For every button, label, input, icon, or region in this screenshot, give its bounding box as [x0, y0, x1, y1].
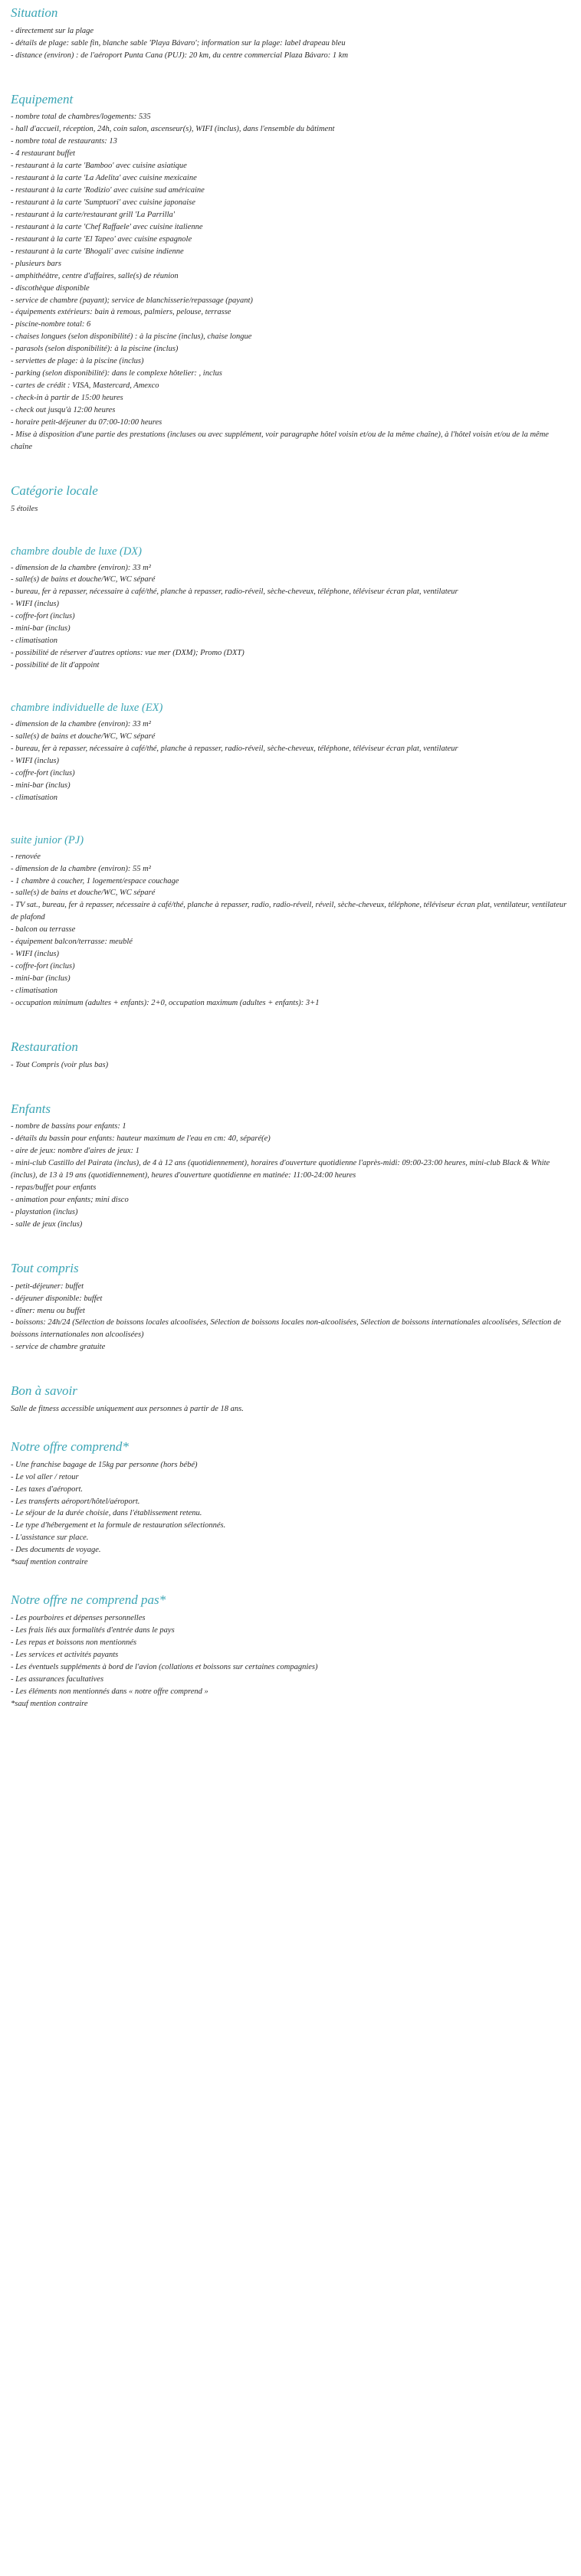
section-title-tout-compris: Tout compris: [11, 1260, 79, 1275]
list-item: - repas/buffet pour enfants: [11, 1183, 97, 1193]
list-item: - Le séjour de la durée choisie, dans l'établissement retenu.: [11, 1509, 202, 1518]
section-title-bon-a-savoir: Bon à savoir: [11, 1383, 77, 1399]
list-item: - animation pour enfants; mini disco: [11, 1196, 129, 1205]
list-item: - Les services et activités payants: [11, 1650, 119, 1659]
list-item: - service de chambre gratuite: [11, 1343, 106, 1352]
list-item: - 1 chambre à coucher, 1 logement/espace couchage: [11, 876, 179, 885]
equipement-list: [11, 111, 570, 453]
list-item: - bureau, fer à repasser, nécessaire à café/thé, planche à repasser, radio-réveil, sèche-cheveux, téléphone, téléviseur écran plat, ventilateur: [11, 744, 458, 753]
section-categorie-locale: [11, 484, 570, 516]
list-item: - mini-bar (inclus): [11, 624, 71, 633]
list-item: - WIFI (inclus): [11, 600, 59, 609]
list-item: - Mise à disposition d'une partie des prestations (incluses ou avec supplément, voir paragraphe hôtel voisin et/ou de la même chaîne), à l'hôtel voisin et/ou de la même chaîne: [11, 430, 549, 451]
list-item: - Des documents de voyage.: [11, 1546, 101, 1555]
section-suite-junior: [11, 835, 570, 1010]
section-title-notre-offre-comprend: Notre offre comprend*: [11, 1439, 129, 1454]
list-item: - Les taxes d'aéroport.: [11, 1484, 84, 1494]
section-tout-compris: [11, 1262, 570, 1353]
tout-compris-list: [11, 1281, 570, 1354]
list-item: - nombre de bassins pour enfants: 1: [11, 1122, 126, 1131]
section-title-situation: Situation: [11, 5, 58, 20]
list-item: - aire de jeux: nombre d'aires de jeux: 1: [11, 1147, 140, 1156]
list-item: - horaire petit-déjeuner du 07:00-10:00 heures: [11, 418, 162, 427]
chambre-double-deluxe-list: [11, 562, 570, 673]
section-equipement: [11, 93, 570, 453]
list-item: - détails de plage: sable fin, blanche sable 'Playa Bávaro'; information sur la plage: label drapeau bleu: [11, 38, 346, 47]
list-item: - dimension de la chambre (environ): 55 m²: [11, 864, 151, 873]
list-item: - restaurant à la carte 'Sumptuori' avec cuisine japonaise: [11, 198, 195, 207]
list-item: - 4 restaurant buffet: [11, 149, 75, 159]
list-item: - dîner: menu ou buffet: [11, 1306, 85, 1315]
list-item: - check out jusqu'à 12:00 heures: [11, 406, 116, 415]
section-restauration: [11, 1040, 570, 1072]
list-item: - distance (environ) : de l'aéroport Punta Cana (PUJ): 20 km, du centre commercial Plaza Bávaro: 1 km: [11, 51, 349, 60]
list-item: - check-in à partir de 15:00 heures: [11, 394, 123, 403]
section-title-notre-offre-ne-comprend-pas: Notre offre ne comprend pas*: [11, 1592, 166, 1608]
list-item: 5 étoiles: [11, 504, 38, 513]
sub-title-chambre-double-deluxe: chambre double de luxe (DX): [11, 545, 142, 558]
notre-offre-ne-comprend-pas-list: [11, 1612, 570, 1710]
notre-offre-comprend-list: [11, 1459, 570, 1569]
section-bon-a-savoir: [11, 1384, 570, 1416]
list-item: - restaurant à la carte 'Rodizio' avec cuisine sud américaine: [11, 185, 205, 195]
list-item: - détails du bassin pour enfants: hauteur maximum de l'eau en cm: 40, séparé(e): [11, 1134, 271, 1144]
list-item: - coffre-fort (inclus): [11, 962, 75, 971]
list-item: - renovée: [11, 852, 41, 861]
list-item: - salle(s) de bains et douche/WC, WC séparé: [11, 889, 156, 898]
list-item: - climatisation: [11, 987, 57, 996]
list-item: - restaurant à la carte 'Bamboo' avec cuisine asiatique: [11, 162, 187, 171]
list-item: - salle(s) de bains et douche/WC, WC séparé: [11, 575, 156, 584]
list-item: - cartes de crédit : VISA, Mastercard, Amexco: [11, 381, 159, 391]
list-item: - Les frais liés aux formalités d'entrée dans le pays: [11, 1625, 175, 1635]
list-item: - coffre-fort (inclus): [11, 768, 75, 777]
list-item: - coffre-fort (inclus): [11, 612, 75, 621]
list-item: - mini-bar (inclus): [11, 781, 71, 790]
section-chambre-individuelle-deluxe: [11, 702, 570, 804]
categorie-locale-list: [11, 503, 570, 516]
list-item: - amphithéâtre, centre d'affaires, salle(s) de réunion: [11, 271, 179, 280]
list-item: - climatisation: [11, 637, 57, 646]
list-item: - possibilité de lit d'appoint: [11, 661, 100, 670]
list-item: - discothèque disponible: [11, 283, 90, 293]
list-item: - parking (selon disponibilité): dans le complexe hôtelier: , inclus: [11, 369, 222, 378]
section-enfants: [11, 1102, 570, 1231]
list-item: - Les éventuels suppléments à bord de l'avion (collations et boissons sur certaines compagnies): [11, 1662, 318, 1671]
list-item: - dimension de la chambre (environ): 33 m²: [11, 563, 151, 572]
list-item: - Une franchise bagage de 15kg par personne (hors bébé): [11, 1460, 198, 1469]
list-item: - climatisation: [11, 793, 57, 802]
list-item: - salle de jeux (inclus): [11, 1219, 83, 1229]
list-item: - chaises longues (selon disponibilité) : à la piscine (inclus), chaise longue: [11, 332, 252, 342]
list-item: - Les assurances facultatives: [11, 1674, 104, 1684]
sub-title-suite-junior: suite junior (PJ): [11, 833, 84, 846]
bon-a-savoir-text: Salle de fitness accessible uniquement aux personnes à partir de 18 ans.: [11, 1405, 244, 1414]
list-item: - directement sur la plage: [11, 26, 94, 35]
list-item: - restaurant à la carte 'La Adelita' avec cuisine mexicaine: [11, 174, 197, 182]
list-item: - mini-bar (inclus): [11, 974, 71, 984]
list-item: - WIFI (inclus): [11, 950, 59, 959]
section-title-enfants: Enfants: [11, 1101, 51, 1116]
list-item: - Les transferts aéroport/hôtel/aéroport.: [11, 1497, 140, 1506]
list-item: - balcon ou terrasse: [11, 925, 76, 934]
list-item: - Les repas et boissons non mentionnés: [11, 1638, 137, 1647]
list-item: - service de chambre (payant); service de blanchisserie/repassage (payant): [11, 296, 253, 305]
section-situation: [11, 6, 570, 62]
list-item: - possibilité de réserver d'autres options: vue mer (DXM); Promo (DXT): [11, 649, 245, 658]
enfants-list: [11, 1121, 570, 1231]
list-item: - mini-club Castillo del Pairata (inclus), de 4 à 12 ans (quotidiennement), horaires d'ouverture quotidienne l'après-midi: 09:00-23:00 heures, mini-club Black & White (inclus), de 13 à 19 ans (quotidiennement), heures d'ouverture quotidienne en matinée: 11:00-24:00 heures: [11, 1159, 550, 1180]
chambre-individuelle-deluxe-list: [11, 718, 570, 804]
list-item: - piscine-nombre total: 6: [11, 320, 91, 329]
list-item: - nombre total de restaurants: 13: [11, 137, 117, 146]
list-item: - playstation (inclus): [11, 1208, 78, 1217]
sub-title-chambre-individuelle-deluxe: chambre individuelle de luxe (EX): [11, 702, 163, 715]
list-item: - restaurant à la carte 'Chef Raffaele' avec cuisine italienne: [11, 222, 203, 231]
section-title-equipement: Equipement: [11, 91, 74, 106]
list-item: - boissons: 24h/24 (Sélection de boissons locales alcoolisées, Sélection de boissons locales non-alcoolisées, Sélection de boissons internationales alcoolisées, Sélection de boissons internationales non alcoolisées): [11, 1318, 561, 1340]
list-item: - déjeuner disponible: buffet: [11, 1294, 103, 1303]
section-notre-offre-ne-comprend-pas: [11, 1593, 570, 1710]
section-title-restauration: Restauration: [11, 1039, 78, 1055]
list-item: - bureau, fer à repasser, nécessaire à café/thé, planche à repasser, radio-réveil, sèche-cheveux, téléphone, téléviseur écran plat, ventilateur: [11, 588, 458, 597]
list-item: - Les éléments non mentionnés dans « notre offre comprend »: [11, 1687, 208, 1696]
section-chambre-double-deluxe: [11, 546, 570, 673]
list-item: - Le vol aller / retour: [11, 1472, 79, 1481]
list-item: - salle(s) de bains et douche/WC, WC séparé: [11, 732, 156, 741]
list-item: - hall d'accueil, réception, 24h, coin salon, ascenseur(s), WIFI (inclus), dans l'ensemble du bâtiment: [11, 125, 335, 134]
section-notre-offre-comprend: [11, 1440, 570, 1569]
list-item: - plusieurs bars: [11, 259, 61, 268]
footnote: *sauf mention contraire: [11, 1558, 88, 1567]
list-item: - occupation minimum (adultes + enfants): 2+0, occupation maximum (adultes + enfants): 3+1: [11, 999, 320, 1008]
footnote: *sauf mention contraire: [11, 1699, 88, 1708]
restauration-list: [11, 1059, 570, 1072]
suite-junior-list: [11, 851, 570, 1010]
list-item: - nombre total de chambres/logements: 535: [11, 113, 151, 122]
list-item: - restaurant à la carte 'El Tapeo' avec cuisine espagnole: [11, 234, 192, 244]
list-item: - restaurant à la carte 'Bhogali' avec cuisine indienne: [11, 247, 184, 256]
list-item: - petit-déjeuner: buffet: [11, 1281, 84, 1291]
list-item: - Les pourboires et dépenses personnelles: [11, 1613, 146, 1622]
list-item: - parasols (selon disponibilité): à la piscine (inclus): [11, 345, 179, 354]
list-item: - Tout Compris (voir plus bas): [11, 1060, 109, 1069]
list-item: - Le type d'hébergement et la formule de restauration sélectionnés.: [11, 1521, 226, 1530]
list-item: - L'assistance sur place.: [11, 1533, 89, 1543]
situation-list: [11, 25, 570, 62]
list-item: - équipement balcon/terrasse: meublé: [11, 938, 133, 947]
list-item: - dimension de la chambre (environ): 33 m²: [11, 720, 151, 729]
list-item: - serviettes de plage: à la piscine (inclus): [11, 357, 144, 366]
list-item: - équipements extérieurs: bain à remous, palmiers, pelouse, terrasse: [11, 308, 231, 317]
list-item: - TV sat., bureau, fer à repasser, nécessaire à café/thé, planche à repasser, radio, radio-réveil, réveil, sèche-cheveux, téléphone, téléviseur écran plat, ventilateur, ventilateur de plafond: [11, 901, 567, 922]
list-item: - WIFI (inclus): [11, 756, 59, 765]
list-item: - restaurant à la carte/restaurant grill 'La Parrilla': [11, 210, 176, 219]
section-title-categorie-locale: Catégorie locale: [11, 483, 98, 498]
